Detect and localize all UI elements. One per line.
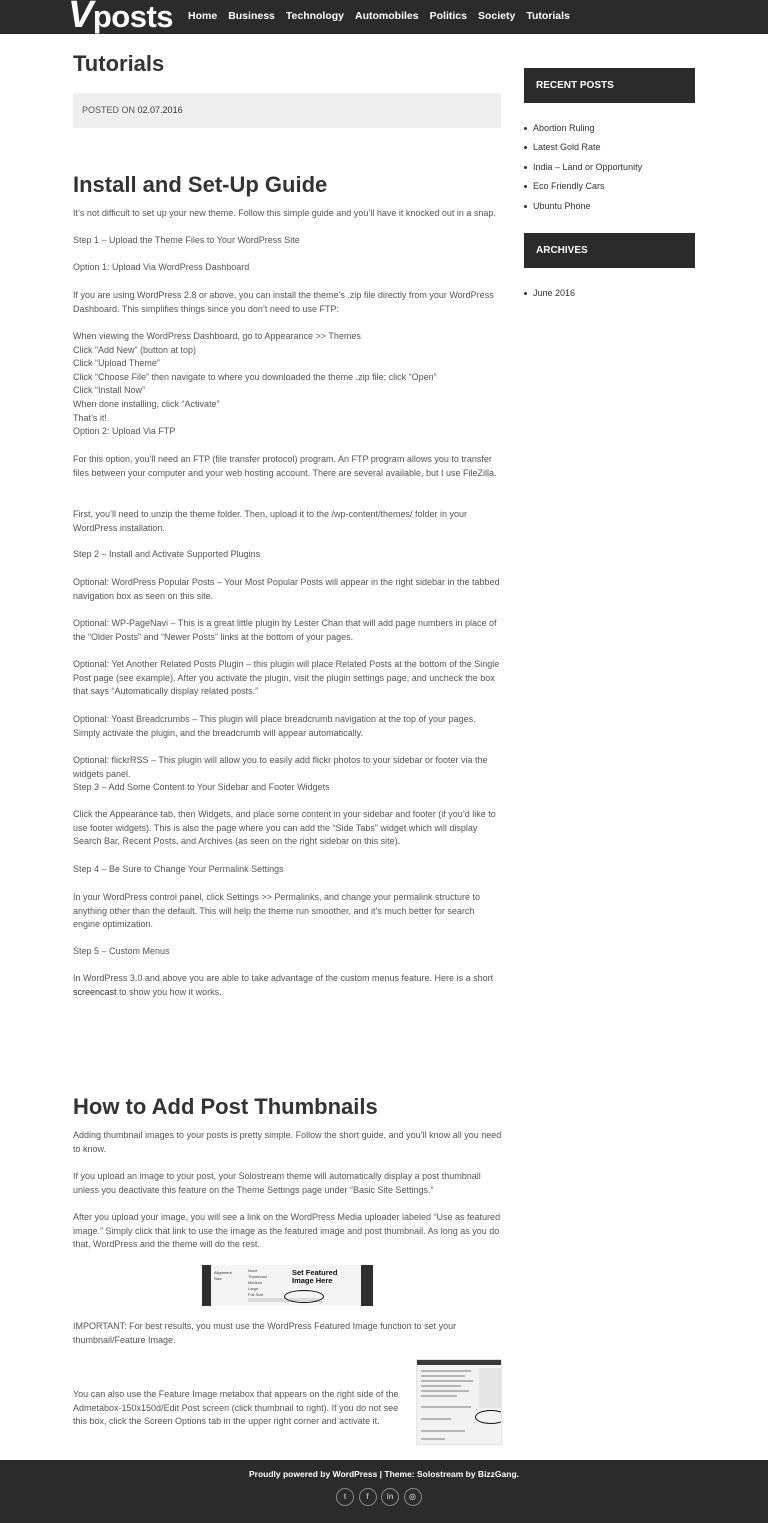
recent-post-link[interactable]: India – Land or Opportunity xyxy=(524,158,695,177)
paragraph: Step 3 – Add Some Content to Your Sidebar and Footer Widgets xyxy=(73,782,330,792)
site-header xyxy=(0,0,768,34)
paragraph: Click the Appearance tab, then Widgets, and place some content in your sidebar and footer (if you’d like to use footer widgets). This is also the page where you can add the “Side Tabs” widget which will display Search Bar, Recent Posts, and Archives (as seen on the right sidebar on this site). xyxy=(73,809,496,847)
nav-society[interactable]: Society xyxy=(477,10,516,23)
nav-home[interactable]: Home xyxy=(188,10,218,23)
paragraph: If you upload an image to your post, your Solostream theme will automatically display a post thumbnail unless you deactivate this feature on the Theme Settings page under “Basic Site Settings.” xyxy=(73,1171,481,1195)
image-overlay-label: Set Featured Image Here xyxy=(292,1268,338,1285)
posted-label: POSTED ON xyxy=(82,105,136,115)
paragraph: You can also use the Feature Image metabox that appears on the right side of the Admetabox-150x150d/Edit Post screen (click thumbnail to right). If you do not see this box, click the Screen Options tab in the upper right corner and activate it. xyxy=(73,1389,399,1427)
page-title: Tutorials xyxy=(73,51,165,76)
logo-letter: V xyxy=(68,0,93,36)
paragraph: Adding thumbnail images to your posts is pretty simple. Follow the short guide, and you’ll know all you need to know. xyxy=(73,1130,502,1154)
steps-list xyxy=(73,330,503,439)
paragraph: For this option, you’ll need an FTP (file transfer protocol) program. An FTP program allows you to transfer files between your computer and your web hosting account. There are several available, but I use FileZilla. xyxy=(73,454,497,478)
highlight-circle xyxy=(284,1290,324,1303)
recent-post-link[interactable]: Abortion Ruling xyxy=(524,119,695,138)
site-logo[interactable] xyxy=(68,0,174,36)
featured-image-screenshot[interactable]: Alignment Size None Thumbnail Medium Large Full Size Set Featured Image Here xyxy=(202,1265,373,1306)
list-item: Click “Choose File” then navigate to where you downloaded the theme .zip file; click “Open” xyxy=(73,371,437,382)
paragraph: Step 2 – Install and Activate Supported Plugins xyxy=(73,549,261,559)
social-links xyxy=(336,1488,426,1506)
archives-heading: ARCHIVES xyxy=(524,233,695,268)
list-item: Click “Upload Theme” xyxy=(73,358,160,369)
nav-politics[interactable]: Politics xyxy=(429,10,467,23)
nav-business[interactable]: Business xyxy=(228,10,275,23)
linkedin-icon[interactable]: in xyxy=(381,1488,399,1506)
nav-tutorials[interactable]: Tutorials xyxy=(526,10,570,23)
list-item: That’s it! xyxy=(73,412,107,423)
paragraph: It’s not difficult to set up your new theme. Follow this simple guide and you’ll have it knocked out in a snap. xyxy=(73,208,496,218)
list-item: Click “Install Now” xyxy=(73,385,146,396)
recent-posts-list xyxy=(524,119,695,216)
footer-credits[interactable]: Proudly powered by WordPress | Theme: Solostream by BizzGang. xyxy=(248,1469,520,1479)
github-icon[interactable]: ◎ xyxy=(404,1488,422,1506)
recent-posts-heading: RECENT POSTS xyxy=(524,68,695,103)
highlight-circle xyxy=(475,1410,502,1424)
archives-list xyxy=(524,284,695,303)
posted-date[interactable]: 02.07.2016 xyxy=(137,105,183,115)
paragraph: In your WordPress control panel, click Settings >> Permalinks, and change your permalink structure to anything other than the default. This will help the theme run smoother, and it’s much better for search engine optimization. xyxy=(73,892,481,930)
recent-post-link[interactable]: Ubuntu Phone xyxy=(524,197,695,216)
paragraph: First, you’ll need to unzip the theme folder. Then, upload it to the /wp-content/themes/ folder in your WordPress installation. xyxy=(73,509,468,533)
paragraph: Step 4 – Be Sure to Change Your Permalink Settings xyxy=(73,864,284,874)
paragraph: Optional: flickrRSS – This plugin will allow you to easily add flickr photos to your sidebar or footer via the widgets panel. xyxy=(73,755,488,779)
recent-post-link[interactable]: Eco Friendly Cars xyxy=(524,177,695,196)
paragraph: Step 5 – Custom Menus xyxy=(73,946,170,956)
post-meta xyxy=(73,93,501,128)
paragraph: IMPORTANT: For best results, you must use the WordPress Featured Image function to set your thumbnail/Feature Image. xyxy=(73,1321,457,1345)
screencast-link[interactable]: screencast xyxy=(73,986,117,997)
site-footer xyxy=(0,1460,768,1523)
list-item: When done installing, click “Activate” xyxy=(73,398,220,409)
paragraph: Optional: WP-PageNavi – This is a great little plugin by Lester Chan that will add page numbers in place of the “Older Posts” and “Newer Posts” links at the bottom of your pages. xyxy=(73,618,497,642)
recent-post-link[interactable]: Latest Gold Rate xyxy=(524,138,695,157)
archive-link[interactable]: June 2016 xyxy=(524,284,695,303)
facebook-icon[interactable]: f xyxy=(359,1488,377,1506)
article-title-thumbnails[interactable]: How to Add Post Thumbnails xyxy=(73,1094,378,1119)
paragraph: If you are using WordPress 2.8 or above, you can install the theme’s .zip file directly from your WordPress Dashboard. This simplifies things since you don’t need to use FTP: xyxy=(73,290,494,314)
list-item: Click “Add New” (button at top) xyxy=(73,344,197,355)
paragraph: Step 1 – Upload the Theme Files to Your WordPress Site xyxy=(73,235,300,245)
twitter-icon[interactable]: t xyxy=(336,1488,354,1506)
paragraph: Option 1: Upload Via WordPress Dashboard xyxy=(73,262,250,272)
paragraph: In WordPress 3.0 and above you are able to take advantage of the custom menus feature. Here is a short screencast to show you how it works. xyxy=(73,973,494,997)
nav-automobiles[interactable]: Automobiles xyxy=(355,10,419,23)
paragraph: Optional: WordPress Popular Posts – Your Most Popular Posts will appear in the right sidebar in the tabbed navigation box as seen on this site. xyxy=(73,577,500,601)
list-item: When viewing the WordPress Dashboard, go to Appearance >> Themes xyxy=(73,331,361,341)
logo-word: posts xyxy=(92,0,174,34)
paragraph: Optional: Yet Another Related Posts Plugin – this plugin will place Related Posts at the bottom of the Single Post page (see example). After you activate the plugin, visit the plugin settings page, and uncheck the box that says “Automatically display related posts.” xyxy=(73,659,500,697)
paragraph: Optional: Yoast Breadcrumbs – This plugin will place breadcrumb navigation at the top of your pages. Simply activate the plugin, and the breadcrumb will appear automatically. xyxy=(73,714,476,738)
main-nav xyxy=(188,0,581,34)
nav-technology[interactable]: Technology xyxy=(285,10,345,23)
paragraph: After you upload your image, you will see a link on the WordPress Media uploader labeled “Use as featured image.” Simply click that link to use the image as the featured image and post thumbnail. As long as you do that, WordPress and the theme will do the rest. xyxy=(73,1212,501,1250)
article-title-install[interactable]: Install and Set-Up Guide xyxy=(73,172,328,197)
list-item: Option 2: Upload Via FTP xyxy=(73,426,176,437)
metabox-thumbnail[interactable] xyxy=(416,1359,502,1445)
